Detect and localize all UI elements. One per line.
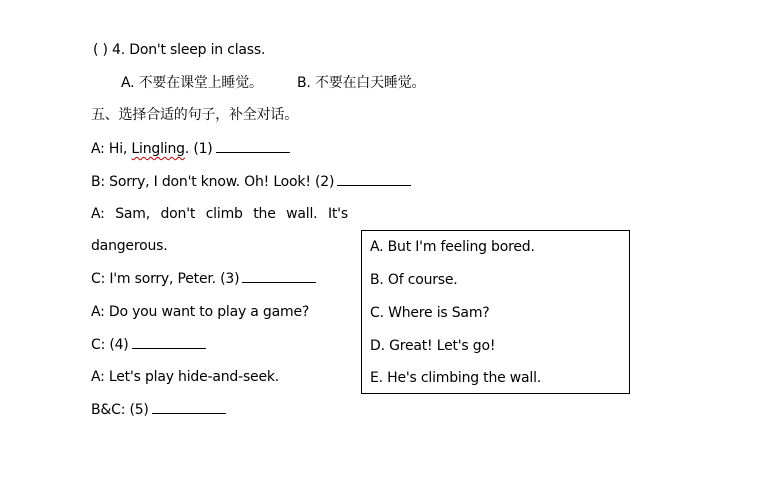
word: the — [253, 206, 276, 222]
answer-blank-4[interactable] — [132, 336, 206, 349]
dialogue-line-5: A: Do you want to play a game? — [91, 304, 310, 320]
dialogue-text: C: (4) — [91, 337, 129, 353]
word: Sam, — [115, 206, 150, 222]
options-box — [361, 230, 630, 394]
dialogue-line-4 — [91, 270, 316, 288]
option-b: B. Of course. — [370, 272, 458, 288]
answer-blank-1[interactable] — [216, 140, 290, 153]
dialogue-line-7: A: Let's play hide-and-seek. — [91, 369, 280, 385]
question-4-text: 4. Don't sleep in class. — [112, 42, 266, 58]
option-c: C. Where is Sam? — [370, 305, 490, 321]
question-4-option-a: A. 不要在课堂上睡觉。 — [121, 75, 263, 91]
word: don't — [160, 206, 196, 222]
answer-blank-5[interactable] — [152, 401, 226, 414]
dialogue-text: C: I'm sorry, Peter. (3) — [91, 271, 240, 287]
dialogue-text: B&C: (5) — [91, 402, 149, 418]
name-lingling: Lingling — [131, 141, 185, 157]
option-d: D. Great! Let's go! — [370, 338, 496, 354]
option-a: A. But I'm feeling bored. — [370, 239, 535, 255]
question-4 — [93, 41, 265, 59]
dialogue-line-3-cont: dangerous. — [91, 238, 168, 254]
section-5-heading: 五、选择合适的句子，补全对话。 — [91, 107, 298, 123]
answer-blank-2[interactable] — [337, 173, 411, 186]
dialogue-line-8 — [91, 401, 226, 419]
question-4-option-b: B. 不要在白天睡觉。 — [297, 75, 426, 91]
answer-paren: ( ) — [93, 42, 108, 58]
dialogue-text: B: Sorry, I don't know. Oh! Look! (2) — [91, 174, 335, 190]
dialogue-line-6 — [91, 336, 206, 354]
word: climb — [205, 206, 243, 222]
speaker-text: A: Hi, — [91, 141, 132, 157]
dialogue-line-1 — [91, 140, 290, 158]
blank-number: . (1) — [184, 141, 213, 157]
dialogue-line-3 — [91, 205, 348, 223]
option-e: E. He's climbing the wall. — [370, 370, 542, 386]
dialogue-line-2 — [91, 173, 411, 191]
word: wall. — [286, 206, 318, 222]
word: A: — [91, 206, 105, 222]
answer-blank-3[interactable] — [242, 270, 316, 283]
word: It's — [327, 206, 348, 222]
